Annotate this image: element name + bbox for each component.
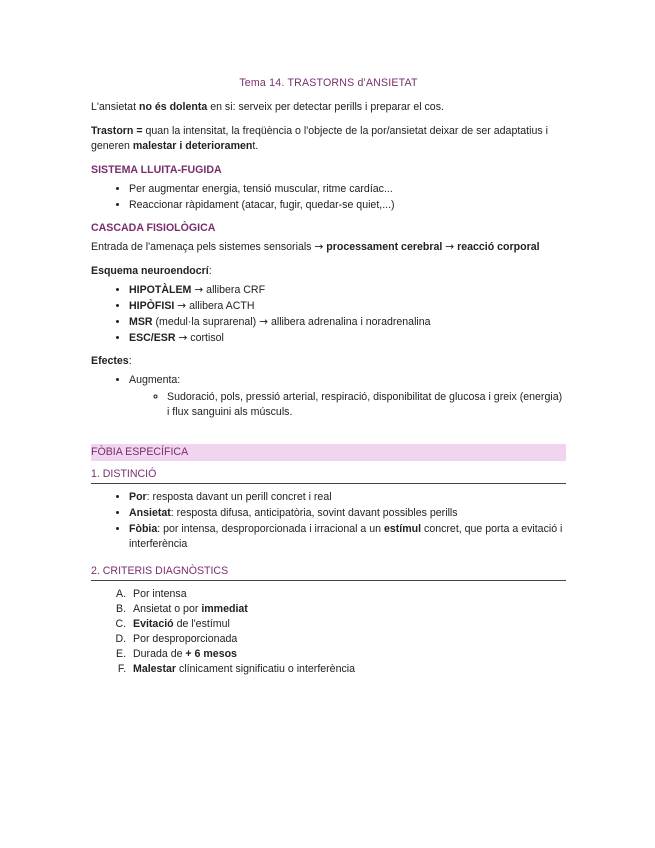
gland-name: MSR bbox=[129, 316, 153, 329]
criteria-item bbox=[129, 632, 566, 647]
gland-action: cortisol bbox=[187, 332, 224, 345]
list-item bbox=[129, 506, 566, 521]
criteris-heading: 2. CRITERIS DIAGNÒSTICS bbox=[91, 564, 566, 581]
definition: : resposta difusa, anticipatòria, sovint davant possibles perills bbox=[170, 506, 458, 519]
list-item: • Reaccionar ràpidament (atacar, fugir, quedar-se quiet,...) bbox=[129, 198, 566, 213]
esquema-label bbox=[91, 264, 566, 279]
list-item bbox=[129, 315, 566, 330]
intro-text-end: en si: serveix per detectar perills i preparar el cos. bbox=[207, 101, 444, 114]
arrow-icon: → bbox=[177, 300, 187, 313]
criteria-text: Durada de bbox=[133, 647, 186, 660]
lluita-list bbox=[91, 182, 566, 213]
gland-action: allibera ACTH bbox=[186, 300, 255, 313]
arrow-icon: → bbox=[445, 241, 455, 254]
trastorn-emphasis: malestar i deterioramen bbox=[132, 140, 253, 153]
criteria-emphasis: + 6 mesos bbox=[185, 647, 237, 660]
list-item bbox=[129, 490, 566, 505]
esquema-list bbox=[91, 283, 566, 346]
page-title: Tema 14. TRASTORNS d'ANSIETAT bbox=[239, 77, 418, 89]
sub-list-item: ◦ Sudoració, pols, pressió arterial, respiració, disponibilitat de glucosa i greix (energia) i flux sanguini als músculs. bbox=[167, 390, 566, 420]
document-content bbox=[91, 76, 566, 677]
term: Por bbox=[129, 490, 147, 503]
gland-name: ESC/ESR bbox=[129, 332, 176, 345]
esquema-text: Esquema neuroendocrí bbox=[91, 265, 209, 278]
efectes-list bbox=[91, 373, 566, 419]
cascada-paragraph bbox=[91, 240, 566, 255]
section-heading-lluita-fugida: SISTEMA LLUITA-FUGIDA bbox=[91, 164, 222, 177]
efectes-label bbox=[91, 354, 566, 369]
efectes-text: Efectes bbox=[91, 355, 129, 368]
list-item bbox=[129, 373, 566, 419]
criteria-item bbox=[129, 617, 566, 632]
efectes-sublist bbox=[129, 390, 566, 420]
list-item bbox=[129, 331, 566, 346]
section-heading-cascada: CASCADA FISIOLÒGICA bbox=[91, 222, 216, 235]
criteris-list bbox=[91, 587, 566, 677]
arrow-icon: → bbox=[178, 332, 188, 345]
definition-end: concret, que porta a evitació i interferència bbox=[129, 522, 563, 550]
esquema-colon: : bbox=[208, 265, 212, 278]
distincio-list bbox=[91, 490, 566, 552]
definition: : por intensa, desproporcionada i irracional a un bbox=[157, 522, 384, 535]
gland-action: allibera adrenalina i noradrenalina bbox=[268, 316, 431, 329]
criteria-text: clínicament significatiu o interferència bbox=[176, 662, 356, 675]
criteria-emphasis: Malestar bbox=[133, 662, 176, 675]
arrow-icon: → bbox=[194, 284, 204, 297]
arrow-icon: → bbox=[314, 241, 324, 254]
cascada-step: processament cerebral bbox=[326, 241, 443, 254]
criteria-emphasis: Evitació bbox=[133, 617, 174, 630]
term: Fòbia bbox=[129, 522, 158, 535]
term-emphasis: estímul bbox=[383, 522, 422, 535]
list-item bbox=[129, 283, 566, 298]
criteria-emphasis: immediat bbox=[201, 602, 248, 615]
gland-action: allibera CRF bbox=[203, 284, 266, 297]
intro-emphasis: no és dolenta bbox=[138, 101, 208, 114]
efectes-item: Augmenta: bbox=[129, 374, 181, 387]
list-item bbox=[129, 522, 566, 552]
gland-name: HIPÒFISI bbox=[129, 300, 175, 313]
criteria-item bbox=[129, 602, 566, 617]
fobia-section-band: FÒBIA ESPECÍFICA bbox=[91, 444, 566, 461]
criteria-item bbox=[129, 587, 566, 602]
arrow-icon: → bbox=[259, 316, 269, 329]
gland-name: HIPOTÀLEM bbox=[129, 284, 192, 297]
intro-paragraph bbox=[91, 100, 566, 115]
definition: : resposta davant un perill concret i real bbox=[146, 490, 332, 503]
intro-text: L'ansietat bbox=[91, 101, 139, 114]
criteria-text: Por intensa bbox=[133, 587, 187, 600]
trastorn-definition: quan la intensitat, la freqüència o l'objecte de la por/ansietat deixar de ser adaptatius i generen bbox=[91, 125, 548, 153]
criteria-text: de l'estímul bbox=[173, 617, 230, 630]
distincio-heading: 1. DISTINCIÓ bbox=[91, 467, 566, 484]
criteria-item bbox=[129, 662, 566, 677]
term: Ansietat bbox=[129, 506, 171, 519]
trastorn-term: Trastorn = bbox=[91, 125, 143, 138]
cascada-text: Entrada de l'amenaça pels sistemes sensorials bbox=[91, 241, 315, 254]
cascada-step: reacció corporal bbox=[457, 241, 540, 254]
efectes-colon: : bbox=[128, 355, 132, 368]
gland-detail: (medul·la suprarenal) bbox=[152, 316, 260, 329]
list-item: • Per augmentar energia, tensió muscular, ritme cardíac... bbox=[129, 182, 566, 197]
list-item bbox=[129, 299, 566, 314]
criteria-text: Por desproporcionada bbox=[133, 632, 238, 645]
criteria-text: Ansietat o por bbox=[133, 602, 202, 615]
trastorn-paragraph bbox=[91, 124, 566, 154]
trastorn-end: t. bbox=[252, 140, 259, 153]
criteria-item bbox=[129, 647, 566, 662]
